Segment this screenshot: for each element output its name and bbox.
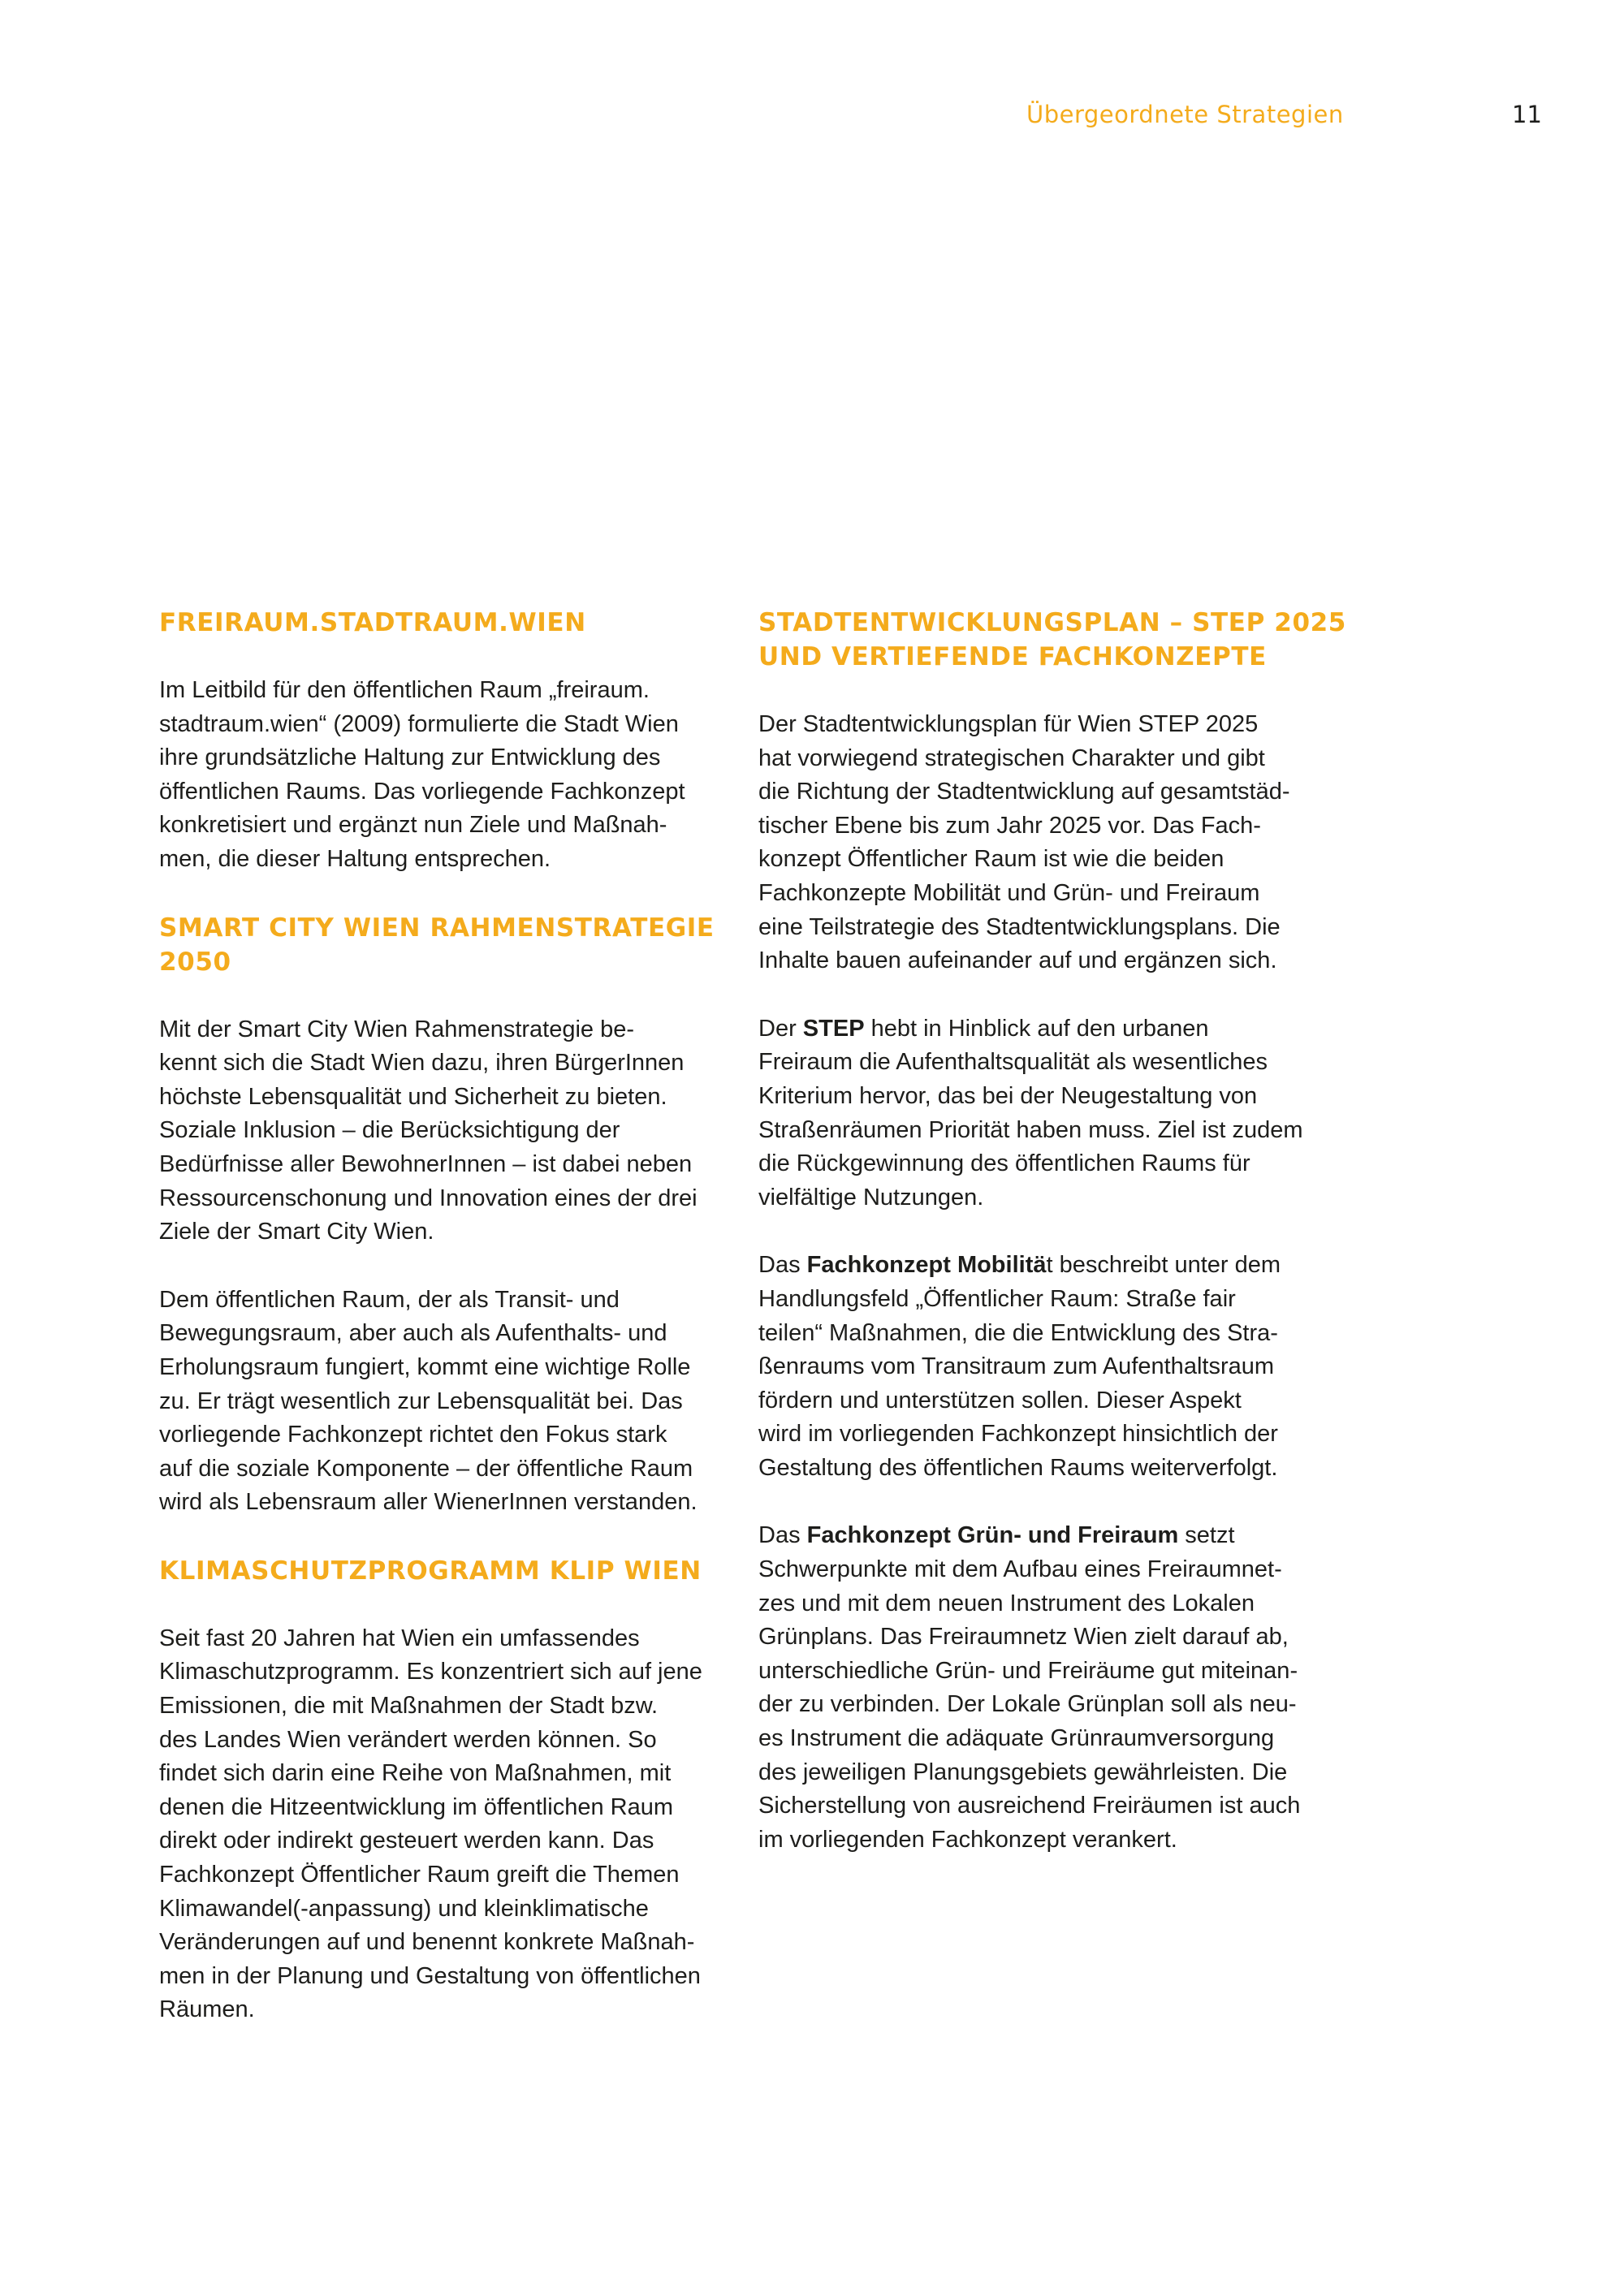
text-line: wird im vorliegenden Fachkonzept hinsichtlich der bbox=[758, 1421, 1278, 1448]
text-line: hat vorwiegend strategischen Charakter und gibt bbox=[758, 744, 1265, 771]
text-line: Freiraum die Aufenthaltsqualität als wesentliches bbox=[758, 1049, 1268, 1076]
text-line: denen die Hitzeentwicklung im öffentlichen Raum bbox=[159, 1793, 673, 1820]
body-paragraph bbox=[159, 674, 728, 877]
text-run: t beschreibt unter dem bbox=[1046, 1252, 1281, 1279]
body-paragraph bbox=[758, 1012, 1327, 1215]
heading-line: UND VERTIEFENDE FACHKONZEPTE bbox=[758, 642, 1267, 671]
text-line: Im Leitbild für den öffentlichen Raum „freiraum. bbox=[159, 677, 650, 703]
bold-term: Fachkonzept Mobilitä bbox=[806, 1252, 1047, 1279]
text-line: Bewegungsraum, aber auch als Aufenthalts- und bbox=[159, 1320, 667, 1347]
bold-term: Fachkonzept Grün- und Freiraum bbox=[806, 1522, 1179, 1549]
text-line: vorliegende Fachkonzept richtet den Fokus stark bbox=[159, 1422, 667, 1448]
text-line: unterschiedliche Grün- und Freiräume gut miteinan- bbox=[758, 1657, 1298, 1684]
text-line: stadtraum.wien“ (2009) formulierte die Stadt Wien bbox=[159, 710, 679, 737]
text-line: direkt oder indirekt gesteuert werden kann. Das bbox=[159, 1828, 654, 1854]
body-paragraph bbox=[159, 1622, 728, 2027]
text-line: Ressourcenschonung und Innovation eines der drei bbox=[159, 1185, 698, 1211]
text-line: auf die soziale Komponente – der öffentliche Raum bbox=[159, 1455, 693, 1482]
text-line: der zu verbinden. Der Lokale Grünplan soll als neu- bbox=[758, 1691, 1297, 1718]
text-line: Fachkonzepte Mobilität und Grün- und Freiraum bbox=[758, 879, 1260, 906]
text-line: men, die dieser Haltung entsprechen. bbox=[159, 845, 551, 872]
text-line: konzept Öffentlicher Raum ist wie die beiden bbox=[758, 846, 1224, 873]
text-line bbox=[758, 1012, 1327, 1047]
running-head-title: Übergeordnete Strategien bbox=[1026, 101, 1344, 128]
text-line: höchste Lebensqualität und Sicherheit zu bieten. bbox=[159, 1083, 667, 1110]
section-freiraum-stadtraum-wien bbox=[159, 606, 728, 877]
text-line: Ziele der Smart City Wien. bbox=[159, 1219, 434, 1245]
text-line: Inhalte bauen aufeinander auf und ergänzen sich. bbox=[758, 947, 1277, 974]
text-line bbox=[758, 1249, 1327, 1283]
text-run: hebt in Hinblick auf den urbanen bbox=[864, 1015, 1209, 1042]
text-line: Seit fast 20 Jahren hat Wien ein umfassendes bbox=[159, 1625, 640, 1651]
text-line: Gestaltung des öffentlichen Raums weiterverfolgt. bbox=[758, 1454, 1278, 1481]
section-heading: KLIMASCHUTZPROGRAMM KLIP WIEN bbox=[159, 1556, 702, 1586]
text-line: des Landes Wien verändert werden können. So bbox=[159, 1726, 657, 1753]
body-paragraph bbox=[159, 1013, 728, 1249]
text-line: konkretisiert und ergänzt nun Ziele und Maßnah- bbox=[159, 812, 667, 839]
text-line: Fachkonzept Öffentlicher Raum greift die Themen bbox=[159, 1862, 680, 1888]
text-line: wird als Lebensraum aller WienerInnen verstanden. bbox=[159, 1489, 698, 1516]
text-line: Grünplans. Das Freiraumnetz Wien zielt darauf ab, bbox=[758, 1624, 1289, 1651]
text-run: Das bbox=[758, 1522, 807, 1549]
text-line: ßenraums vom Transitraum zum Aufenthaltsraum bbox=[758, 1353, 1275, 1380]
text-line: des jeweiligen Planungsgebiets gewährleisten. Die bbox=[758, 1759, 1288, 1785]
section-heading bbox=[159, 911, 728, 979]
text-line: Klimaschutzprogramm. Es konzentriert sich auf jene bbox=[159, 1659, 702, 1685]
section-heading bbox=[758, 606, 1346, 674]
text-line: Der Stadtentwicklungsplan für Wien STEP 2025 bbox=[758, 711, 1259, 737]
body-paragraph bbox=[758, 708, 1327, 978]
right-column bbox=[758, 606, 1346, 1891]
text-line: im vorliegenden Fachkonzept verankert. bbox=[758, 1826, 1177, 1853]
text-line: Räumen. bbox=[159, 1996, 255, 2023]
heading-line: STADTENTWICKLUNGSPLAN – STEP 2025 bbox=[758, 608, 1346, 637]
page-number: 11 bbox=[1512, 101, 1542, 128]
text-line: Soziale Inklusion – die Berücksichtigung der bbox=[159, 1117, 620, 1144]
text-line: fördern und unterstützen sollen. Dieser Aspekt bbox=[758, 1387, 1242, 1413]
text-line: Dem öffentlichen Raum, der als Transit- und bbox=[159, 1286, 620, 1313]
text-line: Kriterium hervor, das bei der Neugestaltung von bbox=[758, 1082, 1258, 1109]
text-line: zu. Er trägt wesentlich zur Lebensqualität bei. Das bbox=[159, 1388, 683, 1414]
text-run: Das bbox=[758, 1252, 807, 1279]
text-line: eine Teilstrategie des Stadtentwicklungsplans. Die bbox=[758, 913, 1281, 940]
text-run: Der bbox=[758, 1015, 803, 1042]
text-line: Sicherstellung von ausreichend Freiräumen ist auch bbox=[758, 1793, 1301, 1819]
text-line: Handlungsfeld „Öffentlicher Raum: Straße fair bbox=[758, 1285, 1236, 1312]
text-line: Veränderungen auf und benennt konkrete Maßnah- bbox=[159, 1929, 695, 1956]
section-smart-city-wien bbox=[159, 911, 728, 1520]
text-line: Straßenräumen Priorität haben muss. Ziel ist zudem bbox=[758, 1116, 1303, 1143]
text-line bbox=[758, 1519, 1327, 1553]
text-line: Bedürfnisse aller BewohnerInnen – ist dabei neben bbox=[159, 1150, 693, 1177]
section-step-2025 bbox=[758, 606, 1346, 1857]
text-line: Emissionen, die mit Maßnahmen der Stadt bzw. bbox=[159, 1693, 659, 1720]
text-line: vielfältige Nutzungen. bbox=[758, 1184, 984, 1211]
body-paragraph bbox=[758, 1249, 1327, 1485]
text-line: findet sich darin eine Reihe von Maßnahmen, mit bbox=[159, 1760, 672, 1787]
text-line: die Richtung der Stadtentwicklung auf gesamtstäd- bbox=[758, 779, 1290, 805]
text-line: teilen“ Maßnahmen, die die Entwicklung des Stra- bbox=[758, 1319, 1278, 1346]
bold-term: STEP bbox=[802, 1015, 865, 1042]
text-line: Klimawandel(-anpassung) und kleinklimatische bbox=[159, 1895, 649, 1922]
left-column bbox=[159, 606, 728, 2061]
text-line: ihre grundsätzliche Haltung zur Entwicklung des bbox=[159, 744, 661, 771]
text-line: Erholungsraum fungiert, kommt eine wichtige Rolle bbox=[159, 1353, 691, 1380]
text-line: öffentlichen Raums. Das vorliegende Fachkonzept bbox=[159, 778, 685, 805]
text-line: es Instrument die adäquate Grünraumversorgung bbox=[758, 1725, 1275, 1752]
text-run: setzt bbox=[1178, 1522, 1235, 1549]
heading-line: SMART CITY WIEN RAHMENSTRATEGIE bbox=[159, 913, 715, 943]
section-heading: FREIRAUM.STADTRAUM.WIEN bbox=[159, 608, 586, 637]
text-line: Mit der Smart City Wien Rahmenstrategie be- bbox=[159, 1016, 635, 1042]
text-line: kennt sich die Stadt Wien dazu, ihren BürgerInnen bbox=[159, 1050, 685, 1077]
text-line: Schwerpunkte mit dem Aufbau eines Freiraumnet- bbox=[758, 1556, 1282, 1583]
body-paragraph bbox=[159, 1284, 728, 1520]
text-line: zes und mit dem neuen Instrument des Lokalen bbox=[758, 1590, 1255, 1616]
text-line: die Rückgewinnung des öffentlichen Raums für bbox=[758, 1150, 1250, 1177]
text-line: tischer Ebene bis zum Jahr 2025 vor. Das Fach- bbox=[758, 812, 1261, 839]
section-klimaschutzprogramm bbox=[159, 1554, 728, 2027]
body-paragraph bbox=[758, 1519, 1327, 1857]
text-line: men in der Planung und Gestaltung von öffentlichen bbox=[159, 1962, 701, 1989]
heading-line: 2050 bbox=[159, 947, 231, 977]
